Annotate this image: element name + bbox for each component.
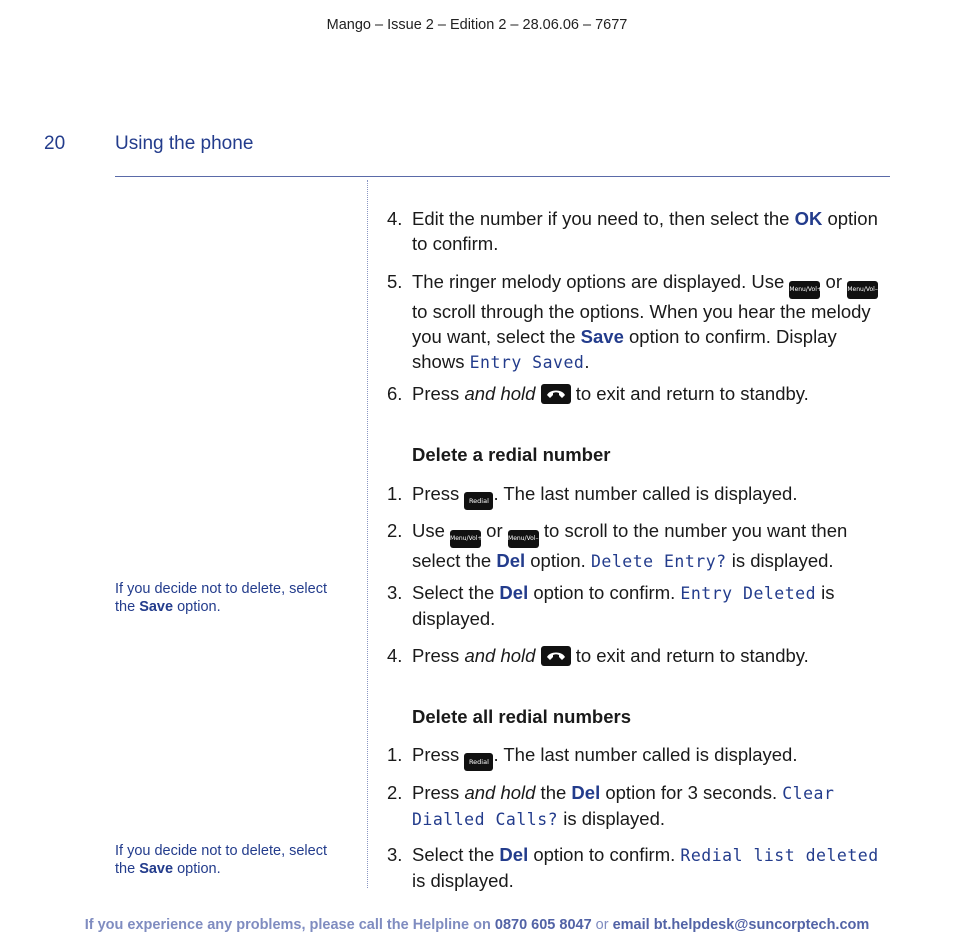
step-number: 4.	[387, 208, 403, 229]
margin-note: If you decide not to delete, select the Save option.	[115, 843, 327, 877]
lcd-text: Redial list deleted	[680, 846, 879, 865]
menu-vol-down-key-icon: Menu/Vol–	[508, 530, 539, 548]
step-number: 1.	[387, 483, 403, 504]
helpdesk-email: email bt.helpdesk@suncorptech.com	[612, 917, 870, 933]
end-call-key-icon	[541, 384, 571, 404]
step-item: 2. Use Menu/Vol+ or Menu/Vol– to scroll to the number you want then select the Del option. Delete Entry? is displayed.	[387, 520, 848, 571]
redial-key-icon: Redial	[464, 753, 493, 771]
del-option: Del	[496, 550, 526, 571]
header-rule	[115, 176, 890, 177]
save-option: Save	[580, 326, 624, 347]
step-number: 1.	[387, 744, 403, 765]
end-call-key-icon	[541, 646, 571, 666]
step-item: 1. Press Redial . The last number called is displayed.	[387, 481, 892, 510]
step-item: 3. Select the Del option to confirm. Entry Deleted is displayed.	[387, 582, 835, 629]
column-divider	[367, 180, 368, 888]
ok-option: OK	[794, 208, 823, 229]
step-number: 5.	[387, 271, 403, 292]
step-number: 3.	[387, 582, 403, 603]
lcd-text: Entry Saved	[469, 353, 585, 372]
page-number: 20	[44, 133, 66, 154]
margin-note: If you decide not to delete, select the Save option.	[115, 581, 327, 615]
note-bold-save: Save	[139, 861, 174, 877]
menu-vol-up-key-icon: Menu/Vol+	[789, 281, 820, 299]
step-item: 4. Edit the number if you need to, then select the OK option to confirm.	[387, 208, 878, 254]
section-heading: Delete all redial numbers	[412, 706, 632, 727]
step-number: 3.	[387, 844, 403, 865]
step-item: 2. Press and hold the Del option for 3 seconds. Clear Dialled Calls? is displayed.	[387, 782, 835, 829]
lcd-text: Entry Deleted	[680, 584, 817, 603]
step-number: 2.	[387, 520, 403, 541]
step-item: 4. Press and hold to exit and return to standby.	[387, 645, 809, 666]
step-item: 1. Press Redial . The last number called is displayed.	[387, 742, 892, 771]
redial-key-icon: Redial	[464, 492, 493, 510]
helpline-footer: If you experience any problems, please call the Helpline on 0870 605 8047 or email bt.helpdesk@suncorptech.com	[84, 917, 870, 933]
menu-vol-down-key-icon: Menu/Vol–	[847, 281, 878, 299]
section-heading: Delete a redial number	[412, 444, 611, 465]
lcd-text: Clear Dialled Calls?	[412, 784, 835, 829]
step-number: 4.	[387, 645, 403, 666]
del-option: Del	[499, 844, 529, 865]
step-item: 5. The ringer melody options are displayed. Use Menu/Vol+ or Menu/Vol– to scroll through the options. When you hear the melody you want, select the Save option to confirm. Display shows Entry Saved.	[387, 271, 878, 372]
document-info-header: Mango – Issue 2 – Edition 2 – 28.06.06 – 7677	[326, 17, 628, 33]
del-option: Del	[499, 582, 529, 603]
section-title: Using the phone	[115, 133, 254, 154]
step-number: 6.	[387, 383, 403, 404]
note-bold-save: Save	[139, 599, 174, 615]
helpline-phone: 0870 605 8047	[494, 917, 592, 933]
lcd-text: Delete Entry?	[590, 552, 727, 571]
menu-vol-up-key-icon: Menu/Vol+	[450, 530, 481, 548]
del-option: Del	[571, 782, 601, 803]
step-item: 6. Press and hold to exit and return to standby.	[387, 383, 809, 404]
step-item: 3. Select the Del option to confirm. Redial list deleted is displayed.	[387, 844, 879, 891]
step-number: 2.	[387, 782, 403, 803]
